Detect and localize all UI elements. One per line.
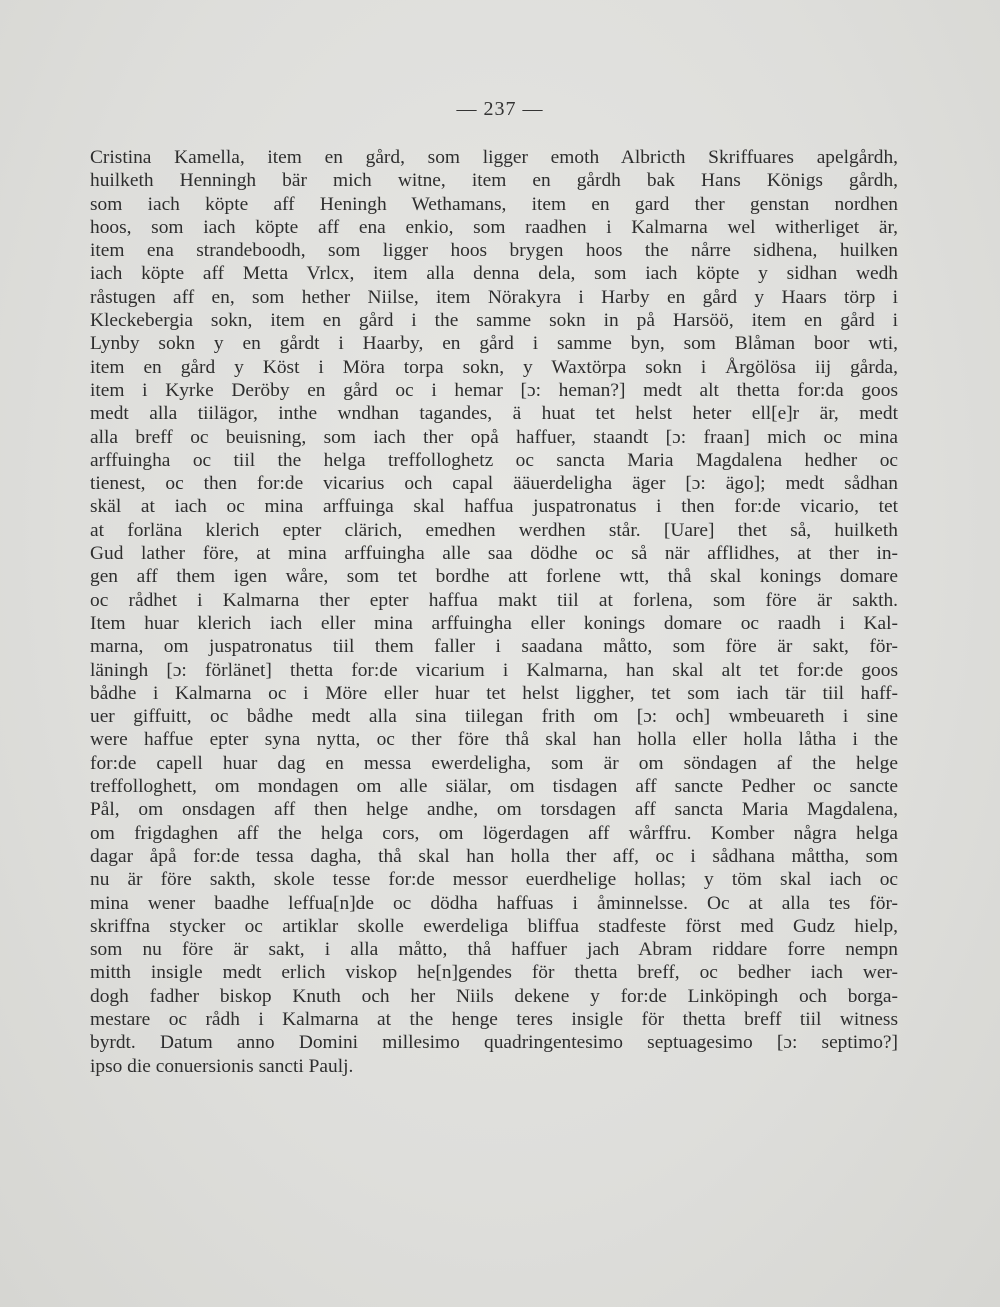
text-line: råstugen aff en, som hether Niilse, item Nörakyra i Harby en gård y Haars törp i [90,286,898,308]
page-number: — 237 — [456,98,544,120]
body-text [90,146,898,1078]
text-line: arffuingha oc tiil the helga treffolloghetz oc sancta Maria Magdalena hedher oc [90,449,898,471]
text-line: item en gård y Köst i Möra torpa sokn, y Waxtörpa sokn i Årgölösa iij gårda, [90,356,898,378]
text-line: bådhe i Kalmarna oc i Möre eller huar tet helst liggher, tet som iach tär tiil haff- [90,682,898,704]
text-line: Item huar klerich iach eller mina arffuingha eller konings domare oc raadh i Kal- [90,612,898,634]
text-line: uer giffuitt, oc bådhe medt alla sina tiilegan frith om [ɔ: och] wmbeuareth i sine [90,706,898,728]
text-line: läningh [ɔ: förlänet] thetta for:de vicarium i Kalmarna, han skal alt tet for:de goos [90,659,898,681]
text-line: hoos, som iach köpte aff ena enkio, som raadhen i Kalmarna wel witherliget är, [90,216,898,238]
text-line: dagar åpå for:de tessa dagha, thå skal han holla ther aff, oc i sådhana måttha, som [90,845,898,867]
text-line: skäl at iach oc mina arffuinga skal haffua juspatronatus i then for:de vicario, tet [90,496,898,518]
text-line: som nu före är sakt, i alla måtto, thå haffuer jach Abram riddare forre nempn [90,939,898,961]
text-line: Cristina Kamella, item en gård, som ligger emoth Albricth Skriffuares apelgårdh, [90,147,898,168]
text-line: om frigdaghen aff the helga cors, om lögerdagen aff wårffru. Komber några helga [90,822,898,844]
text-line: ipso die conuersionis sancti Paulj. [90,1055,354,1077]
text-line: Gud lather före, at mina arffuingha alle saa dödhe oc så när afflidhes, at ther in- [90,543,898,565]
text-line: huilketh Henningh bär mich witne, item en gårdh bak Hans Königs gårdh, [90,170,898,192]
text-line: Lynby sokn y en gårdt i Haarby, en gård i samme byn, som Blåman boor wti, [90,333,898,355]
text-line: item ena strandeboodh, som ligger hoos brygen hoos the nårre sidhena, huilken [90,240,898,262]
text-line: alla breff oc beuisning, som iach ther opå haffuer, staandt [ɔ: fraan] mich oc mina [90,426,898,448]
text-line: were haffue epter syna nytta, oc ther före thå skal han holla eller holla låtha i the [90,729,898,751]
text-line: iach köpte aff Metta Vrlcx, item alla denna dela, som iach köpte y sidhan wedh [90,263,898,285]
text-line: mitth insigle medt erlich viskop he[n]gendes för thetta breff, oc bedher iach wer- [90,962,898,984]
text-line: mina wener baadhe leffua[n]de oc dödha haffuas i åminnelsse. Oc at alla tes för- [90,892,898,914]
text-line: oc rådhet i Kalmarna ther epter haffua makt tiil at forlena, som före är sakth. [90,589,898,611]
text-line: skriffna stycker oc artiklar skolle ewerdeliga bliffua stadfeste först med Gudz hielp, [90,915,898,937]
text-line: mestare oc rådh i Kalmarna at the henge teres insigle för thetta breff tiil witness [90,1008,898,1030]
text-line: byrdt. Datum anno Domini millesimo quadringentesimo septuagesimo [ɔ: septimo?] [90,1032,898,1054]
text-line: medt alla tiilägor, inthe wndhan tagandes, ä huat tet helst heter ell[e]r är, medt [90,403,898,425]
text-line: Pål, om onsdagen aff then helge andhe, om torsdagen aff sancta Maria Magdalena, [90,799,898,821]
text-line: tienest, oc then for:de vicarius och capal ääuerdeligha äger [ɔ: ägo]; medt sådhan [90,473,898,495]
text-line: item i Kyrke Deröby en gård oc i hemar [ɔ: heman?] medt alt thetta for:da goos [90,379,898,401]
text-line: treffolloghett, om mondagen om alle siälar, om tisdagen aff sancte Pedher oc sancte [90,776,898,798]
text-line: Kleckebergia sokn, item en gård i the samme sokn in på Harsöö, item en gård i [90,310,898,332]
text-line: gen aff them igen wåre, som tet bordhe att forlene wtt, thå skal konings domare [90,566,898,588]
text-line: at forläna klerich epter clärich, emedhen werdhen står. [Uare] thet så, huilketh [90,519,898,541]
text-line: nu är före sakth, skole tesse for:de messor euerdhelige hollas; y töm skal iach oc [90,869,898,891]
text-line: dogh fadher biskop Knuth och her Niils dekene y for:de Linköpingh och borga- [90,985,898,1007]
text-line: marna, om juspatronatus tiil them faller i saadana måtto, som före är sakt, för- [90,636,898,658]
text-line: som iach köpte aff Heningh Wethamans, item en gard ther genstan nordhen [90,193,898,215]
text-line: for:de capell huar dag en messa ewerdeligha, som är om söndagen af the helge [90,752,898,774]
